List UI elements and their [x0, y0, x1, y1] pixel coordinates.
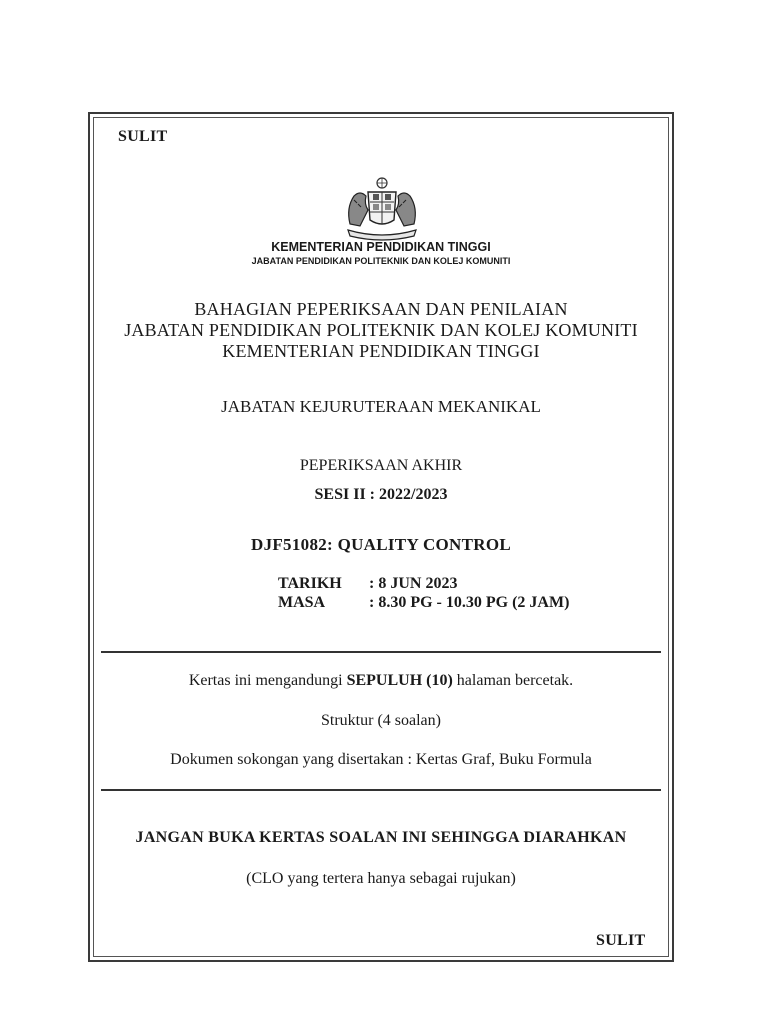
structure-note: Struktur (4 soalan)	[321, 712, 441, 729]
ministry-department: JABATAN PENDIDIKAN POLITEKNIK DAN KOLEJ KOMUNITI	[251, 256, 511, 266]
exam-title: PEPERIKSAAN AKHIR	[299, 457, 463, 474]
page-count-bold: SEPULUH (10)	[346, 672, 453, 689]
ministry-name: KEMENTERIAN PENDIDIKAN TINGGI	[271, 240, 491, 254]
course-title: DJF51082: QUALITY CONTROL	[251, 535, 511, 554]
page-count-prefix: Kertas ini mengandungi	[188, 672, 347, 689]
sulit-label-bottom: SULIT	[596, 932, 646, 949]
divider-bottom	[101, 789, 661, 791]
time-label: MASA	[278, 594, 326, 611]
supporting-documents-note: Dokumen sokongan yang disertakan : Kertas Graf, Buku Formula	[170, 751, 592, 768]
time-value: : 8.30 PG - 10.30 PG (2 JAM)	[369, 594, 570, 611]
date-label: TARIKH	[278, 575, 342, 592]
engineering-department: JABATAN KEJURUTERAAN MEKANIKAL	[221, 397, 541, 416]
malaysia-coat-of-arms-icon	[340, 174, 424, 242]
sulit-label-top: SULIT	[118, 128, 168, 145]
date-value: : 8 JUN 2023	[369, 575, 458, 592]
division-line-2: JABATAN PENDIDIKAN POLITEKNIK DAN KOLEJ KOMUNITI	[124, 320, 638, 340]
clo-reference-note: (CLO yang tertera hanya sebagai rujukan)	[246, 870, 516, 887]
division-line-1: BAHAGIAN PEPERIKSAAN DAN PENILAIAN	[194, 299, 568, 319]
page-count-suffix: halaman bercetak.	[452, 672, 574, 689]
division-line-3: KEMENTERIAN PENDIDIKAN TINGGI	[222, 341, 540, 361]
do-not-open-warning: JANGAN BUKA KERTAS SOALAN INI SEHINGGA DIARAHKAN	[135, 829, 627, 846]
exam-session: SESI II : 2022/2023	[314, 486, 448, 503]
page-count-note	[93, 672, 669, 690]
divider-top	[101, 651, 661, 653]
